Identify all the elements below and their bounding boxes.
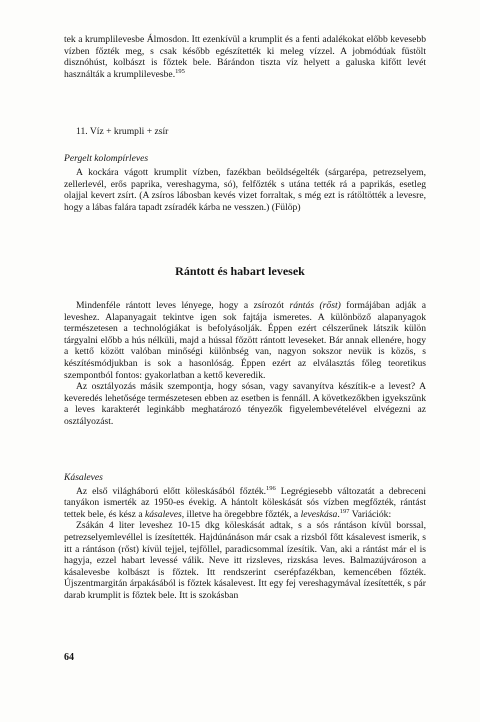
continuation-paragraph (64, 34, 426, 80)
section-heading: 11. Víz + krumpli + zsír (76, 126, 169, 137)
footnote-ref: 197 (339, 507, 350, 515)
footnote-ref: 196 (266, 484, 276, 492)
term-rantas: rántás (rőst) (289, 300, 341, 311)
paragraph-2: Az osztályozás másik szempontja, hogy sósan, vagy savanyítva készítik-e a levest? A keveredés lehetősége természetesen ebben az esetben is fennáll. A következőkben igyekszünk a leves karakterét leginkább meghatározó tényezők figyelembevételével elvégezni az osztályozást. (64, 381, 426, 427)
subsection-heading: Pergelt kolompírleves (64, 152, 149, 164)
paragraph-text: Az első világháború előtt köleskásából főzték. (76, 485, 267, 497)
paragraph-text: . (337, 508, 340, 520)
kasaleves-section (64, 472, 426, 602)
term-kasaleves: kásaleves, (144, 508, 185, 520)
page-number: 64 (64, 652, 74, 663)
kasaleves-paragraph-2: Zsákán 4 liter leveshez 10-15 dkg köleskását adtak, s a sós rántáson kívül borssal, petrezselyemlevéllel is ízesítették. Hajdúnánáson már csak a rizsból főtt kásalevest ismerik, s itt a rántáson (rőst) kívül tejjel, tejföllel, paradicsommal ízesítik. Van, aki a rántást már el is hagyja, ezzel habart levessé válik. Neve itt rizsleves, rizskása leves. Balmazújvároson a kásalevesbe kolbászt is főztek. Itt rendszerint cserépfazékban, kemencében főzték. Újszentmargitán árpakásából is főztek kásalevest. Itt egy fej vereshagymával ízesítették, s pár darab krumplit is főztek bele. Itt is szokásban (64, 520, 426, 601)
paragraph-text: Legrégiesebb változatát a debreceni tanyákon ismerték az 1950-es évekig. A hántolt köleskását sós vízben megfőzték, rántást tettek bele, és kész a (64, 485, 426, 520)
chapter-title: Rántott és habart levesek (175, 264, 305, 278)
paragraph-text: illetve ha öregebbre főzték, a (184, 508, 301, 520)
paragraph-text: formájában adják a leveshez. Alapanyagait tekintve igen sok fajtája ismeretes. A különböző alapanyagok természetesen a technológiákat is befolyásolják. Éppen ezért célszerűnek látszik külön tárgyalni előbb a hús nélküli, majd a hússal főzött rántott leveseket. Bár annak ellenére, hogy a kettő között valóban minőségi különbség van, nagyon sokszor nevük is közös, s készítésmódjukban is sok a hasonlóság. Éppen ezért az elválasztás főleg teoretikus szempontból fontos: gyakorlatban a kettő keveredik. (64, 300, 427, 381)
section-11 (64, 126, 426, 214)
paragraph-text: Variációk: (349, 508, 392, 520)
paragraph-text: Mindenféle rántott leves lényege, hogy a zsírozót (76, 300, 290, 311)
footnote-ref: 195 (175, 67, 185, 75)
subsection-heading: Kásaleves (64, 472, 103, 483)
paragraph-1 (64, 300, 426, 381)
kasaleves-paragraph-1 (64, 486, 426, 521)
section-text: A kockára vágott krumplit vízben, fazékban beöldségelték (sárgarépa, petrezselyem, zellerlevél, erős paprika, vereshagyma, só), felfőzték s utána tették rá a paprikás, esetleg olajjal kevert zsírt. (A zsíros lábosban kevés vizet forraltak, s még ezt is rátöltötték a levesre, hogy a lábas falára tapadt zsíradék kárba ne vesszen.) (Fülöp) (64, 167, 426, 213)
intro-paragraphs (64, 300, 426, 428)
paragraph-text: tek a krumplilevesbe Álmosdon. Itt ezenkívül a krumplit és a fenti adalékokat előbb kevesebb vízben főzték meg, s csak később egészítették ki meleg vízzel. A jobmódúak füstölt disznóhúst, kolbászt is főztek bele. Bárándon tiszta víz helyett a galuska kifőtt levét használták a krumplilevesbe. (64, 34, 426, 80)
term-leveskasa: leveskása (300, 508, 338, 520)
